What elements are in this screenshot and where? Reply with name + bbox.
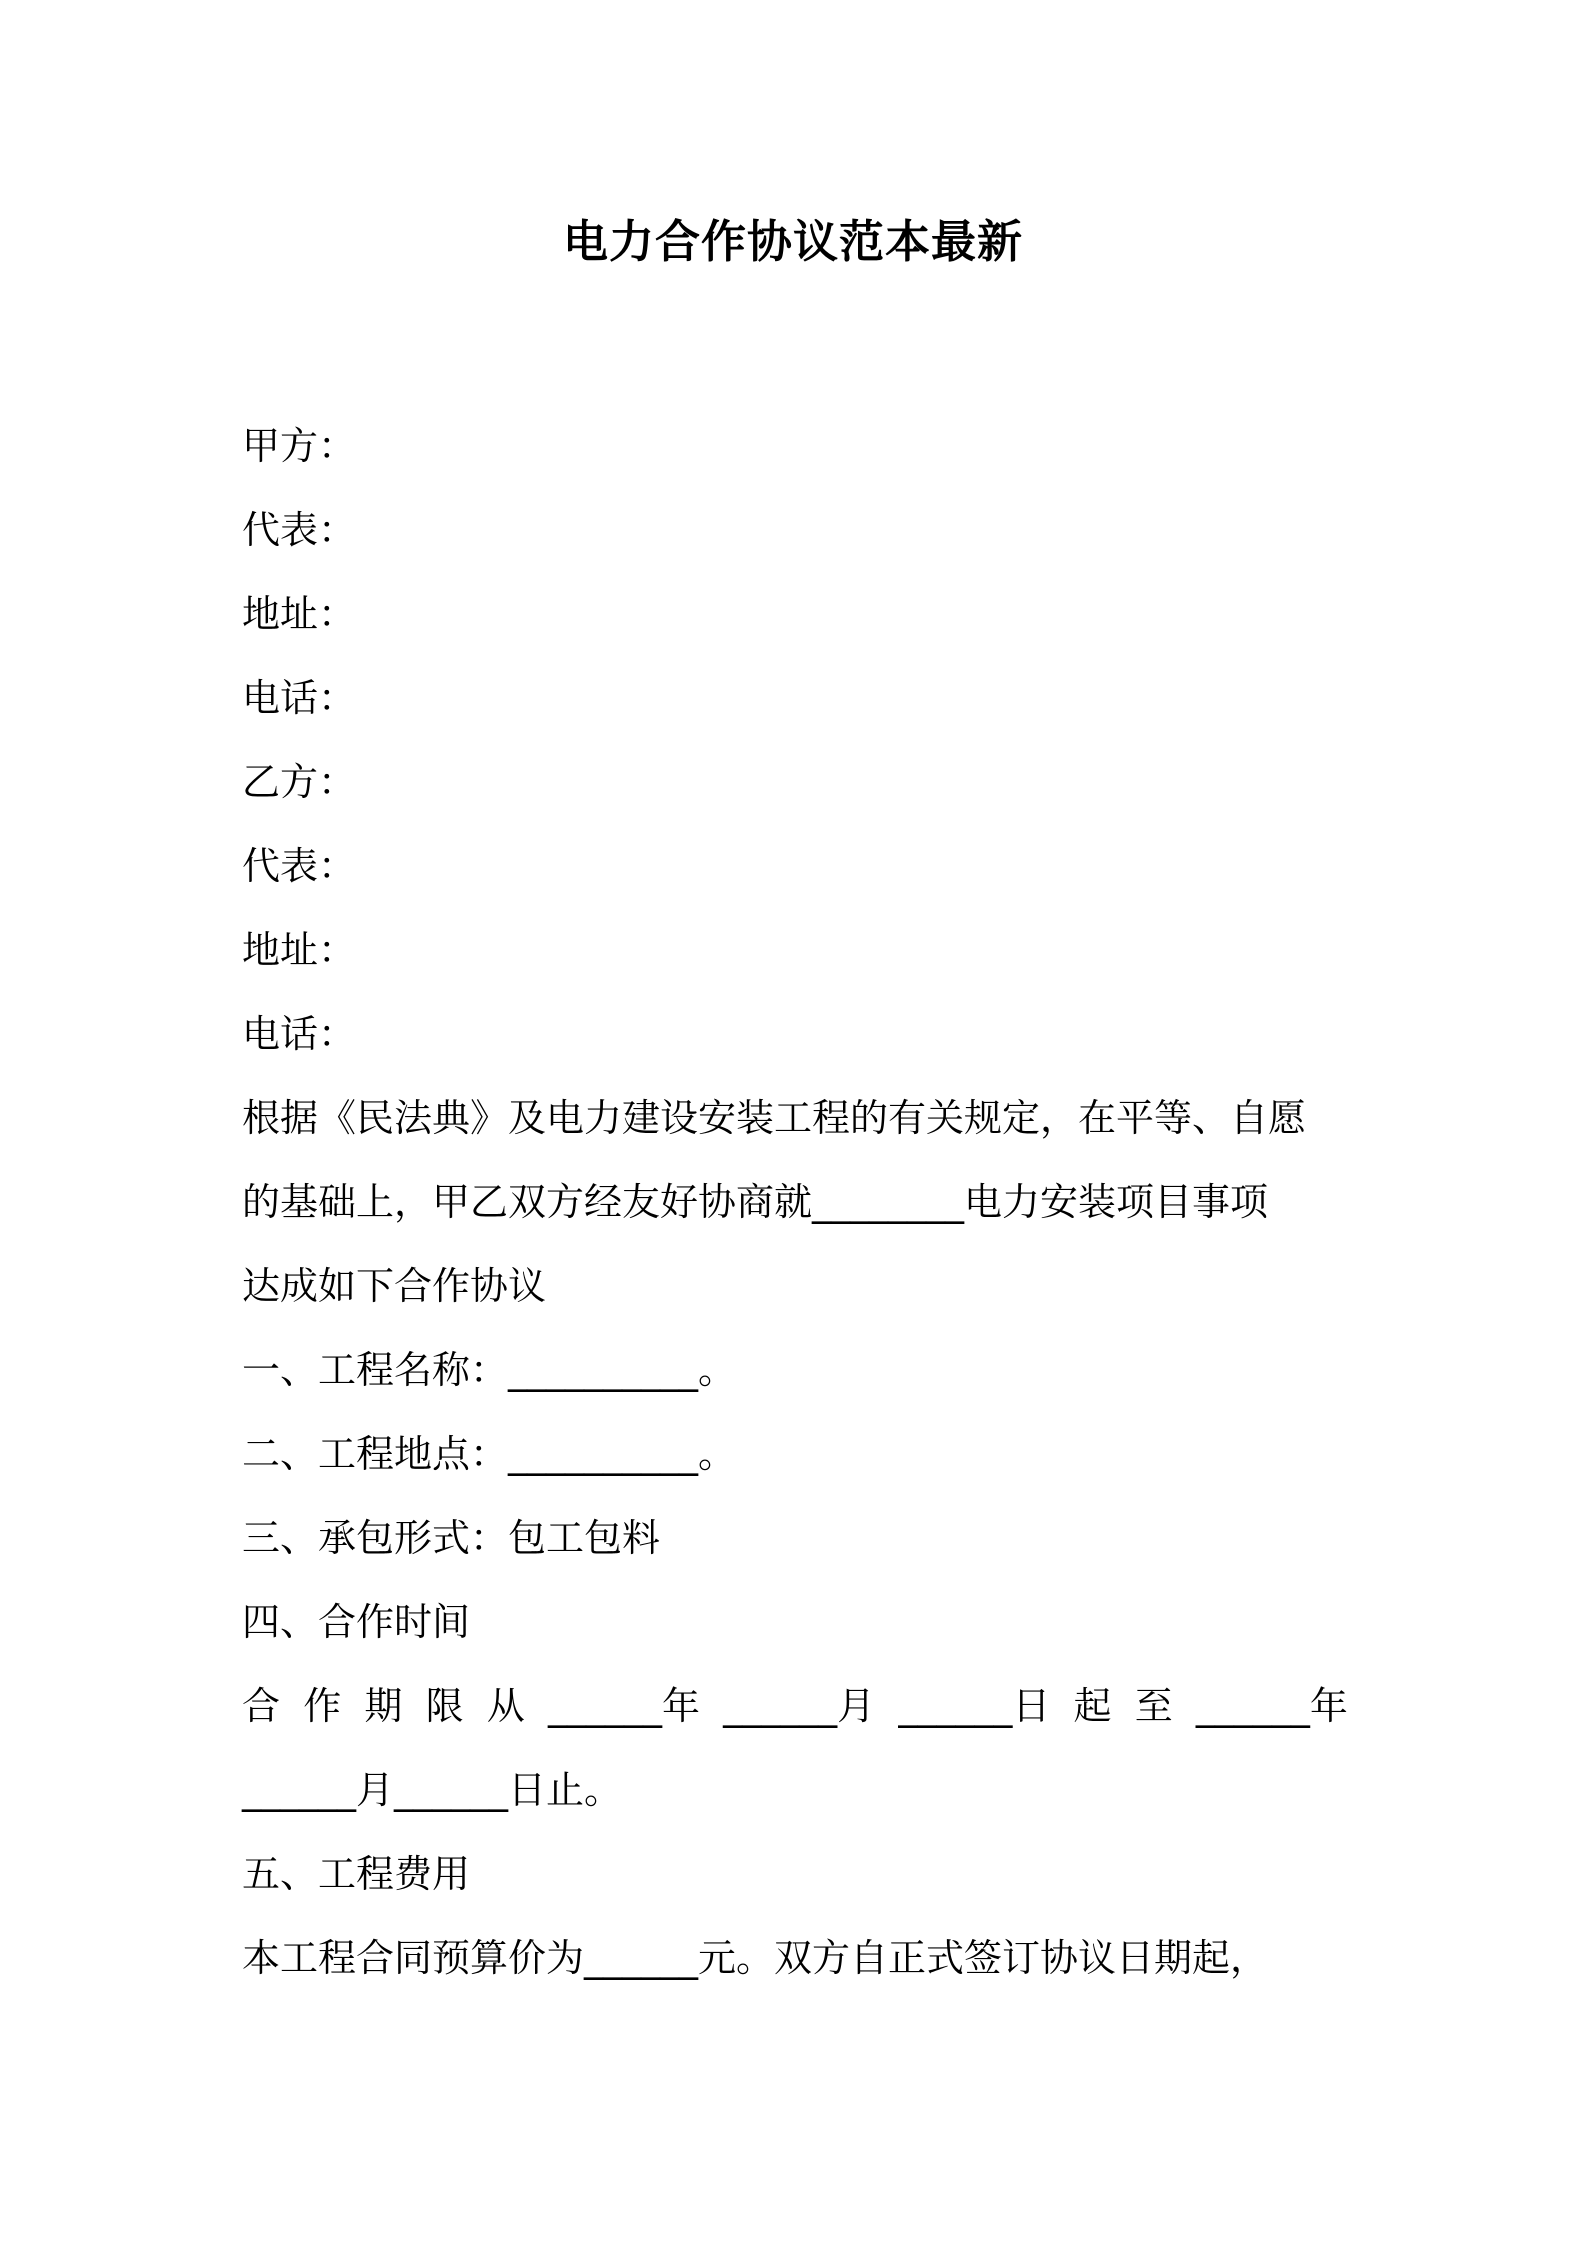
- cooperation-time-part: 起: [1073, 1684, 1112, 1728]
- cooperation-time-part: ______年: [1195, 1684, 1348, 1728]
- cooperation-time-line-1: [242, 1664, 1348, 1748]
- cooperation-time-part: 合: [242, 1684, 281, 1728]
- intro-line-3: 达成如下合作协议: [242, 1264, 547, 1308]
- party-b-phone: 电话：: [242, 1012, 357, 1056]
- party-b-address: 地址：: [242, 928, 357, 972]
- party-a-phone: 电话：: [242, 676, 357, 720]
- intro-line-2: 的基础上，甲乙双方经友好协商就________电力安装项目事项: [242, 1180, 1269, 1224]
- clause-project-location: 二、工程地点：__________。: [242, 1432, 737, 1476]
- clause-cooperation-time-heading: 四、合作时间: [242, 1600, 471, 1644]
- cooperation-time-line-2: ______月______日止。: [242, 1768, 623, 1812]
- document-body: [242, 404, 1348, 2000]
- cost-line-1: 本工程合同预算价为______元。双方自正式签订协议日期起，: [242, 1936, 1269, 1980]
- party-a-representative: 代表：: [242, 508, 357, 552]
- cooperation-time-part: ______月: [723, 1684, 876, 1728]
- document-title: 电力合作协议范本最新: [562, 215, 1023, 268]
- clause-contract-form: 三、承包形式：包工包料: [242, 1516, 661, 1560]
- cooperation-time-part: 从: [486, 1684, 525, 1728]
- cooperation-time-part: 至: [1134, 1684, 1173, 1728]
- cooperation-time-part: ______年: [547, 1684, 700, 1728]
- cooperation-time-part: ______日: [898, 1684, 1051, 1728]
- party-a-address: 地址：: [242, 592, 357, 636]
- cooperation-time-part: 限: [425, 1684, 464, 1728]
- clause-cost-heading: 五、工程费用: [242, 1852, 471, 1896]
- cooperation-time-part: 期: [364, 1684, 403, 1728]
- clause-project-name: 一、工程名称：__________。: [242, 1348, 737, 1392]
- intro-line-1: 根据《民法典》及电力建设安装工程的有关规定，在平等、自愿: [242, 1096, 1307, 1140]
- party-b-heading: 乙方：: [242, 760, 357, 804]
- party-b-representative: 代表：: [242, 844, 357, 888]
- cooperation-time-part: 作: [303, 1684, 342, 1728]
- party-a-heading: 甲方：: [242, 424, 357, 468]
